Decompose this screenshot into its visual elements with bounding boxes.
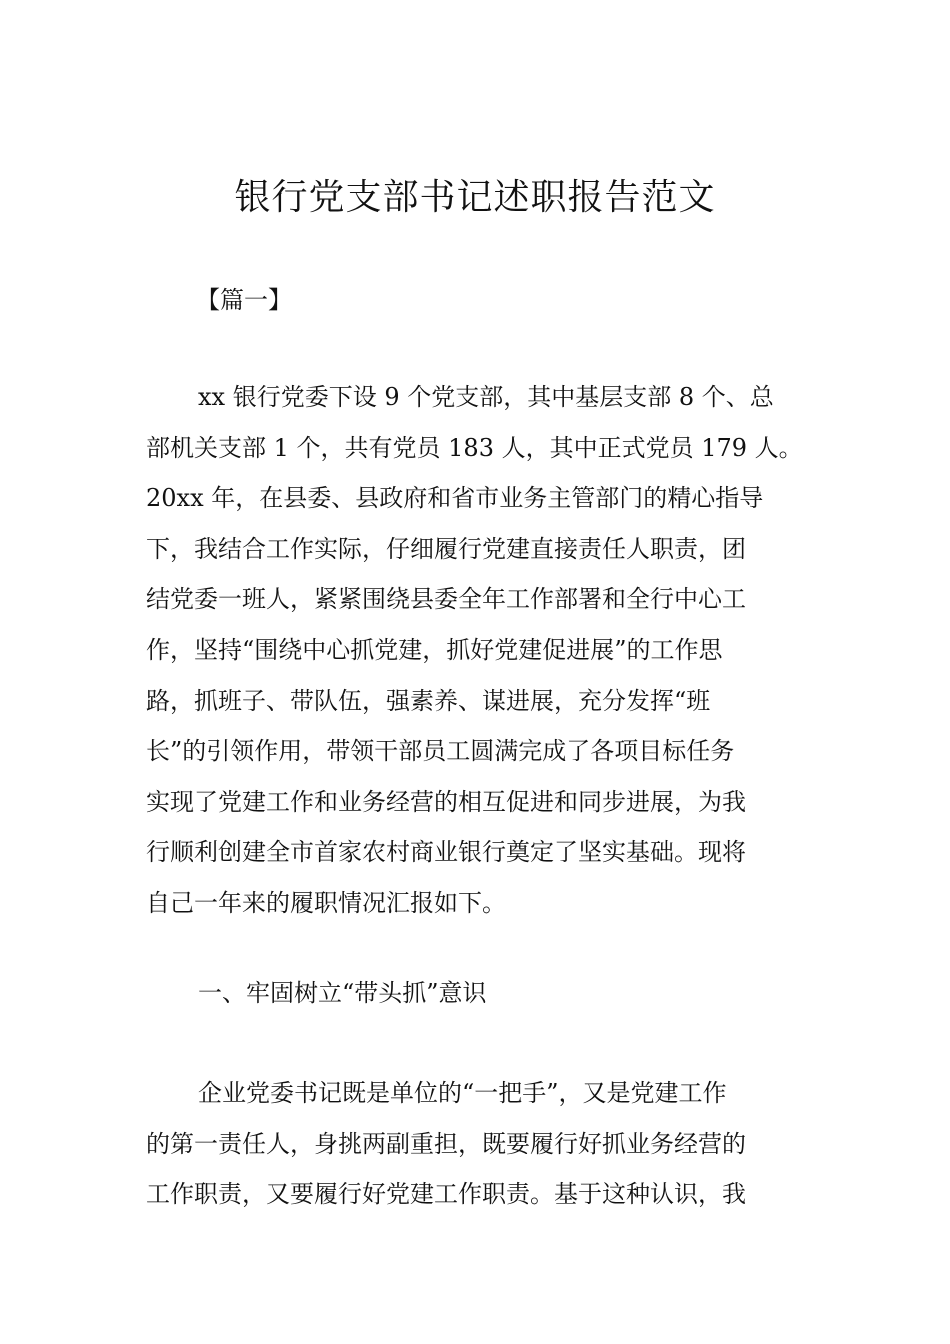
paragraph-section-one bbox=[146, 1068, 826, 1220]
paragraph-line: 行顺利创建全市首家农村商业银行奠定了坚实基础。现将 bbox=[146, 838, 746, 867]
paragraph-line: 工作职责，又要履行好党建工作职责。基于这种认识，我 bbox=[146, 1180, 746, 1209]
paragraph-line: 自己一年来的履职情况汇报如下。 bbox=[146, 888, 506, 917]
paragraph-line: 作，坚持“围绕中心抓党建，抓好党建促进展”的工作思 bbox=[146, 635, 723, 664]
paragraph-line: 20xx 年，在县委、县政府和省市业务主管部门的精心指导 bbox=[146, 484, 764, 513]
paragraph-line: 部机关支部 1 个，共有党员 183 人，其中正式党员 179 人。 bbox=[146, 433, 803, 462]
paragraph-line: 的第一责任人，身挑两副重担，既要履行好抓业务经营的 bbox=[146, 1129, 746, 1158]
paragraph-line: 下，我结合工作实际，仔细履行党建直接责任人职责，团 bbox=[146, 534, 746, 563]
heading-line: 一、牢固树立“带头抓”意识 bbox=[198, 979, 487, 1007]
paragraph-line: xx 银行党委下设 9 个党支部，其中基层支部 8 个、总 bbox=[198, 383, 774, 411]
section-label: 【篇一】 bbox=[196, 286, 292, 314]
paragraph-line: 企业党委书记既是单位的“一把手”，又是党建工作 bbox=[198, 1079, 727, 1107]
paragraph-line: 实现了党建工作和业务经营的相互促进和同步进展，为我 bbox=[146, 787, 746, 816]
paragraph-line: 结党委一班人，紧紧围绕县委全年工作部署和全行中心工 bbox=[146, 585, 746, 614]
paragraph-line: 长”的引领作用，带领干部员工圆满完成了各项目标任务 bbox=[146, 737, 735, 766]
section-heading bbox=[146, 968, 826, 1019]
document-title: 银行党支部书记述职报告范文 bbox=[234, 177, 716, 218]
paragraph-line: 路，抓班子、带队伍，强素养、谋进展，充分发挥“班 bbox=[146, 686, 711, 715]
paragraph-intro bbox=[146, 372, 826, 929]
